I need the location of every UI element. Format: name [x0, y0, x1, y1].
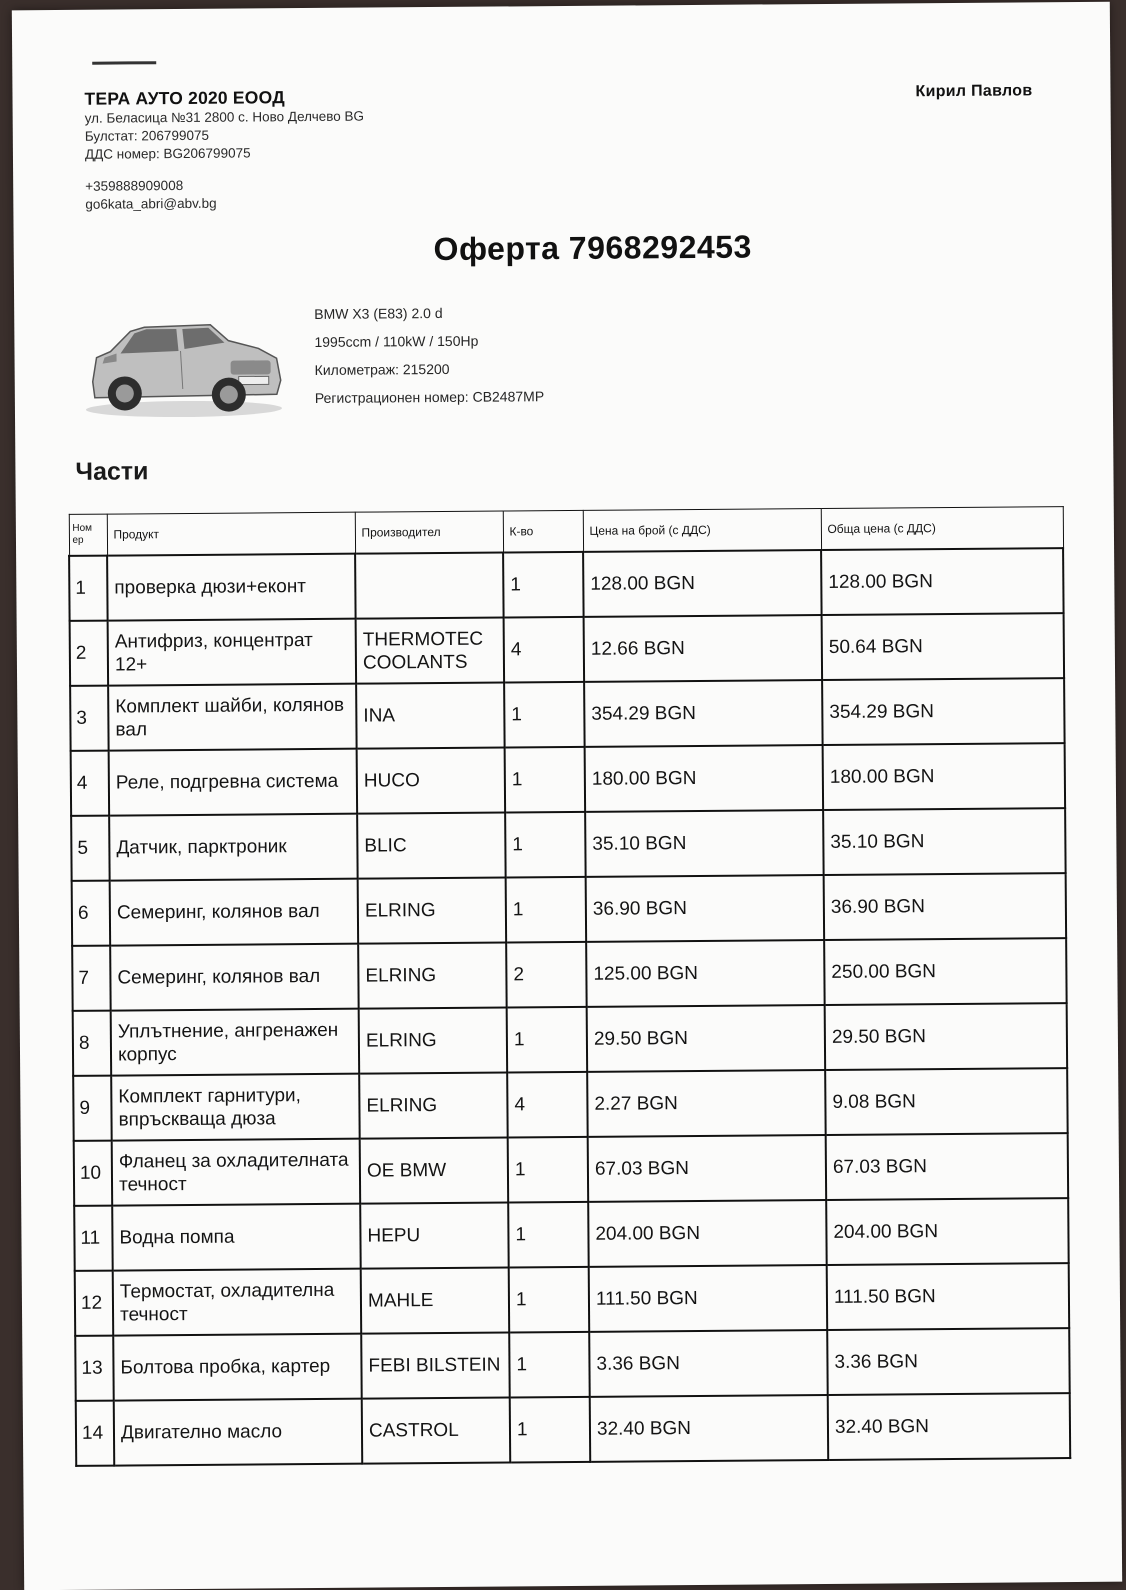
cell-product: Двигателно масло	[114, 1399, 363, 1466]
vehicle-info	[314, 298, 544, 412]
cell-number: 12	[75, 1271, 114, 1336]
cell-total-price: 67.03 BGN	[826, 1133, 1069, 1200]
cell-unit-price: 204.00 BGN	[588, 1200, 827, 1267]
table-row	[74, 1198, 1068, 1271]
cell-product: Реле, подгревна система	[109, 749, 358, 816]
company-vat: ДДС номер: BG206799075	[84, 145, 251, 162]
company-name: ТЕРА АУТО 2020 ЕООД	[84, 87, 285, 109]
cell-total-price: 35.10 BGN	[823, 808, 1066, 875]
table-row	[71, 743, 1065, 816]
cell-unit-price: 12.66 BGN	[584, 615, 823, 682]
cell-number: 6	[72, 881, 111, 946]
company-block	[84, 86, 364, 214]
cell-product: проверка дюзи+еконт	[107, 554, 356, 621]
cell-manufacturer: ELRING	[359, 1007, 508, 1073]
header-manufacturer: Производител	[355, 511, 503, 554]
cell-qty: 1	[509, 1267, 590, 1333]
cell-qty: 1	[505, 812, 586, 878]
cell-manufacturer: OE BMW	[360, 1137, 509, 1203]
table-row	[71, 808, 1065, 881]
table-row	[72, 938, 1066, 1011]
header-unit-price: Цена на брой (с ДДС)	[583, 508, 821, 551]
vehicle-engine: 1995ccm / 110kW / 150Hp	[314, 332, 479, 350]
cell-number: 1	[69, 556, 108, 621]
cell-manufacturer	[355, 552, 504, 618]
cell-qty: 1	[509, 1332, 590, 1398]
cell-total-price: 29.50 BGN	[825, 1003, 1068, 1070]
cell-total-price: 3.36 BGN	[827, 1328, 1070, 1395]
cell-manufacturer: THERMOTEC COOLANTS	[356, 617, 505, 683]
car-photo	[80, 310, 287, 420]
vehicle-model: BMW X3 (E83) 2.0 d	[314, 304, 443, 322]
company-address: ул. Беласица №31 2800 с. Ново Делчево BG	[84, 108, 365, 126]
cell-total-price: 180.00 BGN	[823, 743, 1066, 810]
cell-number: 10	[74, 1141, 113, 1206]
cell-product: Антифриз, концентрат 12+	[108, 619, 357, 686]
cell-number: 3	[70, 686, 109, 751]
cell-manufacturer: ELRING	[358, 877, 507, 943]
cell-product: Комплект гарнитури, впръскваща дюза	[111, 1074, 360, 1141]
cell-qty: 4	[504, 617, 585, 683]
table-row	[70, 613, 1064, 686]
cell-total-price: 128.00 BGN	[821, 548, 1064, 615]
cell-manufacturer: FEBI BILSTEIN	[361, 1332, 510, 1398]
cell-unit-price: 2.27 BGN	[587, 1070, 826, 1137]
cell-manufacturer: ELRING	[358, 942, 507, 1008]
cell-product: Фланец за охладителната течност	[112, 1139, 361, 1206]
table-row	[73, 1003, 1067, 1076]
cell-manufacturer: HUCO	[357, 747, 506, 813]
vehicle-registration: Регистрационен номер: CB2487MP	[314, 388, 545, 406]
header-qty: К-во	[503, 510, 583, 552]
cell-total-price: 354.29 BGN	[822, 678, 1065, 745]
cell-number: 8	[73, 1011, 112, 1076]
cell-qty: 1	[503, 552, 584, 618]
cell-total-price: 204.00 BGN	[826, 1198, 1069, 1265]
cell-product: Термостат, охладителна течност	[113, 1269, 362, 1336]
cell-unit-price: 36.90 BGN	[586, 875, 825, 942]
top-rule-divider	[92, 61, 156, 65]
header-number: Ном ер	[69, 514, 107, 556]
company-phone: +359888909008	[85, 177, 184, 194]
cell-unit-price: 3.36 BGN	[589, 1330, 828, 1397]
company-bulstat: Булстат: 206799075	[84, 127, 210, 144]
cell-qty: 1	[508, 1137, 589, 1203]
cell-qty: 1	[510, 1397, 591, 1463]
cell-manufacturer: BLIC	[357, 812, 506, 878]
table-row	[73, 1068, 1067, 1141]
cell-unit-price: 29.50 BGN	[587, 1005, 826, 1072]
cell-total-price: 250.00 BGN	[824, 938, 1067, 1005]
client-name: Кирил Павлов	[915, 82, 1033, 101]
cell-product: Семеринг, колянов вал	[110, 879, 359, 946]
cell-unit-price: 67.03 BGN	[588, 1135, 827, 1202]
header-total-price: Обща цена (с ДДС)	[821, 507, 1063, 550]
cell-total-price: 111.50 BGN	[827, 1263, 1070, 1330]
document-page	[12, 2, 1122, 1590]
cell-number: 4	[71, 751, 110, 816]
parts-section-title: Части	[75, 457, 149, 486]
cell-product: Семеринг, колянов вал	[110, 944, 359, 1011]
cell-total-price: 9.08 BGN	[825, 1068, 1068, 1135]
cell-unit-price: 354.29 BGN	[584, 680, 823, 747]
cell-qty: 1	[506, 877, 587, 943]
cell-unit-price: 180.00 BGN	[585, 745, 824, 812]
table-row	[72, 873, 1066, 946]
cell-unit-price: 111.50 BGN	[589, 1265, 828, 1332]
cell-number: 7	[72, 946, 111, 1011]
cell-qty: 1	[507, 1007, 588, 1073]
cell-number: 13	[75, 1336, 114, 1401]
cell-qty: 1	[508, 1202, 589, 1268]
cell-number: 14	[76, 1401, 115, 1466]
cell-qty: 2	[506, 942, 587, 1008]
cell-unit-price: 128.00 BGN	[583, 550, 822, 617]
table-row	[75, 1263, 1069, 1336]
cell-manufacturer: INA	[356, 682, 505, 748]
cell-product: Комплект шайби, колянов вал	[108, 684, 357, 751]
cell-qty: 4	[507, 1072, 588, 1138]
table-row	[76, 1393, 1070, 1466]
cell-number: 5	[71, 816, 110, 881]
cell-manufacturer: CASTROL	[362, 1397, 511, 1463]
table-row	[75, 1328, 1069, 1401]
table-row	[69, 548, 1063, 621]
cell-product: Датчик, парктроник	[109, 814, 358, 881]
parts-table	[68, 506, 1071, 1467]
cell-number: 2	[70, 621, 109, 686]
cell-qty: 1	[504, 682, 585, 748]
cell-unit-price: 32.40 BGN	[590, 1395, 829, 1462]
cell-unit-price: 35.10 BGN	[585, 810, 824, 877]
cell-product: Водна помпа	[112, 1204, 361, 1271]
cell-manufacturer: MAHLE	[361, 1267, 510, 1333]
header-product: Продукт	[107, 512, 355, 555]
cell-total-price: 50.64 BGN	[822, 613, 1065, 680]
table-row	[74, 1133, 1068, 1206]
cell-product: Болтова пробка, картер	[113, 1334, 362, 1401]
cell-number: 11	[74, 1206, 113, 1271]
cell-qty: 1	[505, 747, 586, 813]
cell-total-price: 36.90 BGN	[824, 873, 1067, 940]
offer-title: Оферта 7968292453	[433, 228, 752, 268]
cell-unit-price: 125.00 BGN	[586, 940, 825, 1007]
cell-manufacturer: HEPU	[360, 1202, 509, 1268]
company-email: go6kata_abri@abv.bg	[85, 195, 217, 212]
cell-manufacturer: ELRING	[359, 1072, 508, 1138]
cell-number: 9	[73, 1076, 112, 1141]
cell-total-price: 32.40 BGN	[828, 1393, 1071, 1460]
vehicle-mileage: Километраж: 215200	[314, 360, 450, 378]
cell-product: Уплътнение, ангренажен корпус	[111, 1009, 360, 1076]
table-row	[70, 678, 1064, 751]
